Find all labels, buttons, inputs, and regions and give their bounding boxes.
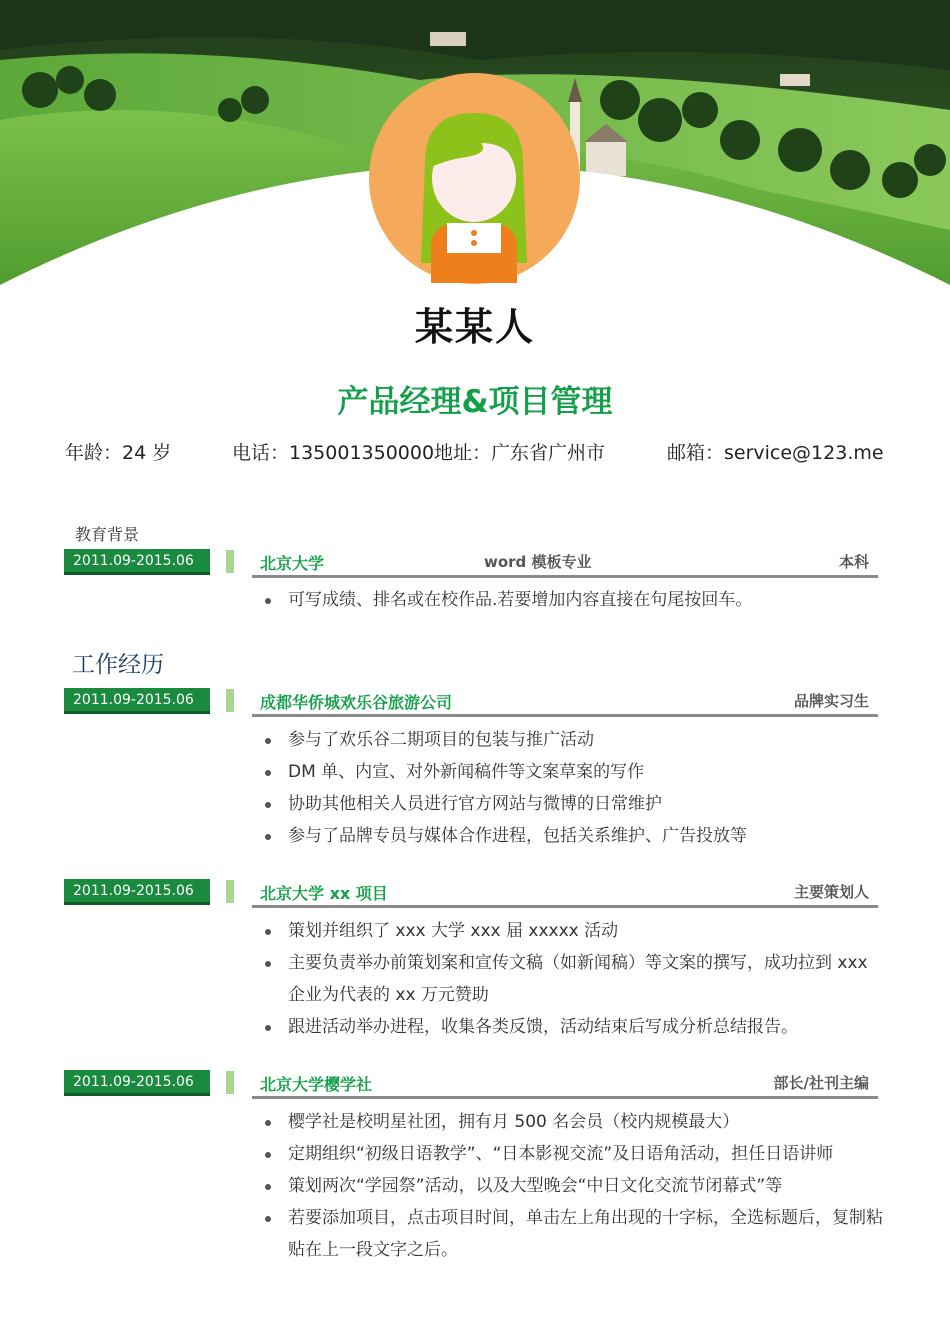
work-2-org: 北京大学樱学社 [260, 1075, 373, 1094]
work-0-accent-bar [226, 689, 234, 712]
work-2-date: 2011.09-2015.06 [64, 1070, 210, 1096]
job-title: 产品经理&项目管理 [337, 384, 613, 420]
education-accent-bar [226, 550, 234, 573]
list-item: 樱学社是校明星社团，拥有月 500 名会员（校内规模最大） [262, 1106, 887, 1138]
education-school: 北京大学 [260, 554, 325, 573]
bullet-dot-icon [265, 929, 271, 935]
avatar [369, 73, 580, 284]
person-name: 某某人 [414, 305, 535, 349]
work-2-accent-bar [226, 1071, 234, 1094]
work-1-entry-header [252, 879, 878, 908]
work-0-title: 品牌实习生 [793, 692, 869, 710]
bullet-dot-icon [265, 1216, 271, 1222]
work-1-date: 2011.09-2015.06 [64, 879, 210, 905]
work-0-date: 2011.09-2015.06 [64, 688, 210, 714]
education-major: word 模板专业 [484, 553, 592, 571]
work-1-title: 主要策划人 [793, 883, 869, 901]
contact-phone: 电话：135001350000 [232, 442, 435, 464]
bullet-dot-icon [265, 598, 271, 604]
list-item: 主要负责举办前策划案和宣传文稿（如新闻稿）等文案的撰写，成功拉到 xxx 企业为代表的 xx 万元赞助 [262, 947, 887, 1011]
bullet-dot-icon [265, 1120, 271, 1126]
work-0-org: 成都华侨城欢乐谷旅游公司 [260, 693, 453, 712]
work-0-entry-header [252, 688, 878, 717]
education-date: 2011.09-2015.06 [64, 549, 210, 575]
work-2-title: 部长/社刊主编 [773, 1074, 869, 1092]
work-2-entry-header [252, 1070, 878, 1099]
contact-email: 邮箱：service@123.me [667, 442, 884, 464]
contact-age: 年龄：24 岁 [65, 442, 172, 464]
education-entry-header [252, 549, 878, 578]
work-1-org: 北京大学 xx 项目 [260, 884, 388, 903]
list-item: 若要添加项目，点击项目时间，单击左上角出现的十字标，全选标题后，复制粘贴在上一段文字之后。 [262, 1202, 887, 1266]
work-0-bullet-list [262, 724, 887, 852]
work-2-bullet-list [262, 1106, 887, 1266]
list-item: 跟进活动举办进程，收集各类反馈，活动结束后写成分析总结报告。 [262, 1011, 887, 1043]
list-item: 策划并组织了 xxx 大学 xxx 届 xxxxx 活动 [262, 915, 887, 947]
list-item: 参与了品牌专员与媒体合作进程，包括关系维护、广告投放等 [262, 820, 887, 852]
bullet-dot-icon [265, 738, 271, 744]
education-degree: 本科 [838, 553, 869, 571]
bullet-dot-icon [265, 1025, 271, 1031]
work-1-accent-bar [226, 880, 234, 903]
bullet-dot-icon [265, 961, 271, 967]
list-item: DM 单、内宣、对外新闻稿件等文案草案的写作 [262, 756, 887, 788]
list-item: 参与了欢乐谷二期项目的包装与推广活动 [262, 724, 887, 756]
list-item: 可写成绩、排名或在校作品.若要增加内容直接在句尾按回车。 [262, 584, 887, 616]
work-1-bullet-list [262, 915, 887, 1043]
education-bullet-list [262, 584, 887, 616]
list-item: 策划两次“学园祭”活动，以及大型晚会“中日文化交流节闭幕式”等 [262, 1170, 887, 1202]
bullet-dot-icon [265, 1152, 271, 1158]
list-item: 定期组织“初级日语教学”、“日本影视交流”及日语角活动，担任日语讲师 [262, 1138, 887, 1170]
education-section-label: 教育背景 [75, 525, 140, 544]
bullet-dot-icon [265, 834, 271, 840]
bullet-dot-icon [265, 1184, 271, 1190]
contact-address: 地址：广东省广州市 [434, 442, 606, 464]
work-section-label: 工作经历 [72, 652, 164, 678]
bullet-dot-icon [265, 802, 271, 808]
bullet-dot-icon [265, 770, 271, 776]
list-item: 协助其他相关人员进行官方网站与微博的日常维护 [262, 788, 887, 820]
